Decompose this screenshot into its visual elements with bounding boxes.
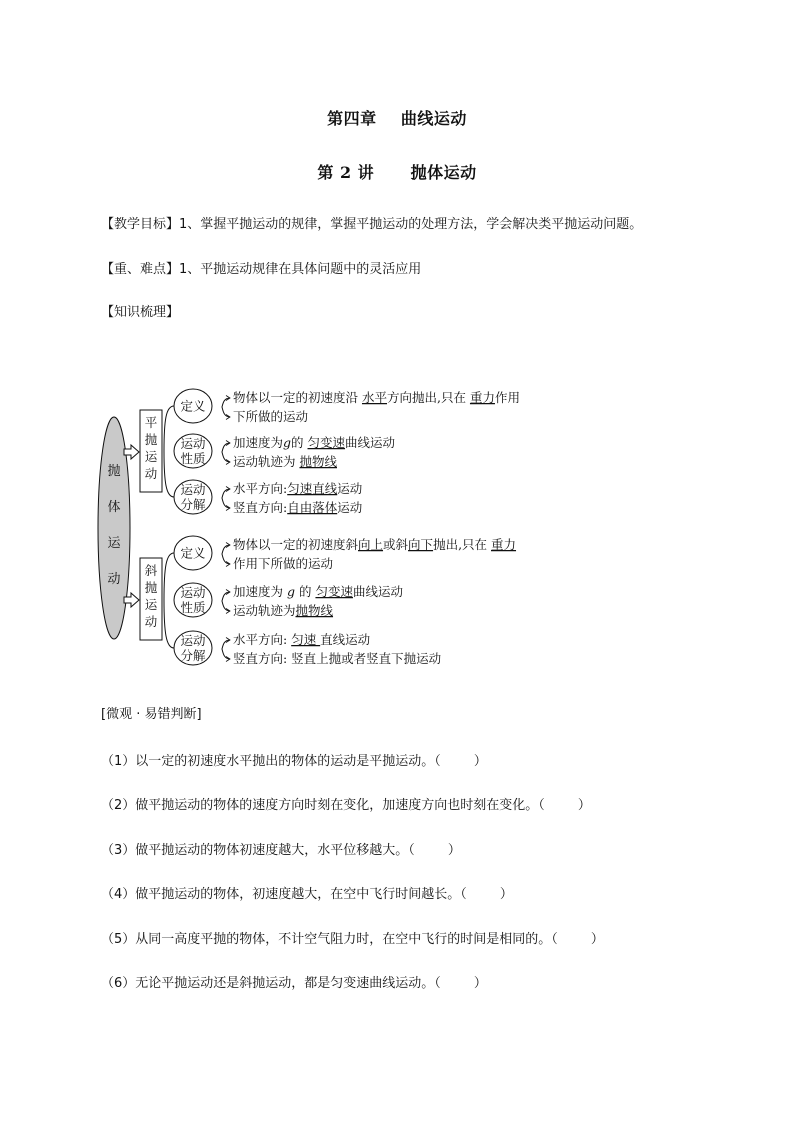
list-item: （3）做平抛运动的物体初速度越大，水平位移越大。（ ） [101, 843, 461, 858]
diagram-item [174, 434, 396, 469]
item-label: 分解 [180, 648, 206, 663]
chapter-title: 第四章 曲线运动 [327, 109, 467, 128]
branch-char: 动 [144, 466, 158, 481]
brace-lower [164, 553, 174, 648]
bracket-icon [222, 489, 230, 508]
brace-upper [164, 406, 174, 497]
root-char: 运 [107, 536, 121, 551]
diagram-item [174, 536, 516, 571]
item-text-line: 加速度为 g 的 匀变速曲线运动 [233, 584, 403, 599]
item-text-line: 水平方向: 匀速 直线运动 [233, 632, 371, 647]
list-item: （5）从同一高度平抛的物体，不计空气阻力时，在空中飞行的时间是相同的。（ ） [101, 932, 604, 947]
diagram-item [174, 389, 520, 424]
branch-char: 运 [144, 597, 158, 612]
item-label: 性质 [180, 451, 206, 466]
item-label: 运动 [180, 482, 206, 497]
key-points: 【重、难点】1、平抛运动规律在具体问题中的灵活应用 [101, 262, 422, 277]
branch-char: 平 [144, 415, 158, 430]
diagram-item [174, 583, 403, 618]
bracket-icon [222, 640, 230, 659]
bracket-icon [222, 592, 230, 611]
item-label: 分解 [180, 497, 206, 512]
bracket-icon [222, 443, 230, 462]
item-label: 运动 [180, 585, 206, 600]
item-text-line: 运动轨迹为 抛物线 [233, 454, 337, 469]
teaching-objectives: 【教学目标】1、掌握平抛运动的规律，掌握平抛运动的处理方法，学会解决类平抛运动问题。 [101, 217, 643, 232]
branch-char: 抛 [144, 432, 158, 447]
item-text-line: 运动轨迹为抛物线 [233, 603, 334, 618]
item-text-line: 物体以一定的初速度斜向上或斜向下抛出,只在 重力 [233, 537, 517, 552]
branch-char: 运 [144, 449, 158, 464]
root-char: 抛 [107, 464, 121, 479]
item-label: 运动 [180, 436, 206, 451]
item-text-line: 竖直方向: 竖直上抛或者竖直下抛运动 [233, 651, 442, 666]
item-text-line: 水平方向:匀速直线运动 [233, 481, 363, 496]
branch-char: 斜 [144, 563, 158, 578]
item-text-line: 作用下所做的运动 [233, 556, 334, 571]
knowledge-diagram [0, 370, 794, 680]
diagram-item [174, 631, 442, 666]
diagram-item [174, 480, 363, 515]
bracket-icon [222, 545, 230, 564]
lesson-title: 第 2 讲 抛体运动 [317, 163, 477, 182]
item-label: 性质 [180, 600, 206, 615]
root-char: 体 [107, 500, 121, 515]
item-label: 定义 [180, 398, 206, 414]
item-label: 运动 [180, 633, 206, 648]
list-item: （2）做平抛运动的物体的速度方向时刻在变化，加速度方向也时刻在变化。（ ） [101, 798, 591, 813]
item-text-line: 物体以一定的初速度沿 水平方向抛出,只在 重力作用 [233, 390, 520, 405]
list-item: （4）做平抛运动的物体，初速度越大，在空中飞行时间越长。（ ） [101, 887, 513, 902]
list-item: （6）无论平抛运动还是斜抛运动，都是匀变速曲线运动。（ ） [101, 976, 487, 991]
item-text-line: 竖直方向:自由落体运动 [233, 500, 363, 515]
knowledge-header: 【知识梳理】 [101, 305, 180, 320]
item-label: 定义 [180, 545, 206, 561]
branch-char: 动 [144, 614, 158, 629]
item-text-line: 下所做的运动 [233, 409, 309, 424]
branch-char: 抛 [144, 580, 158, 595]
item-text-line: 加速度为g的 匀变速曲线运动 [233, 435, 396, 450]
bracket-icon [222, 398, 230, 417]
list-item: （1）以一定的初速度水平抛出的物体的运动是平抛运动。（ ） [101, 754, 487, 769]
judgment-header: [微观 · 易错判断] [101, 707, 202, 722]
root-char: 动 [107, 572, 121, 587]
